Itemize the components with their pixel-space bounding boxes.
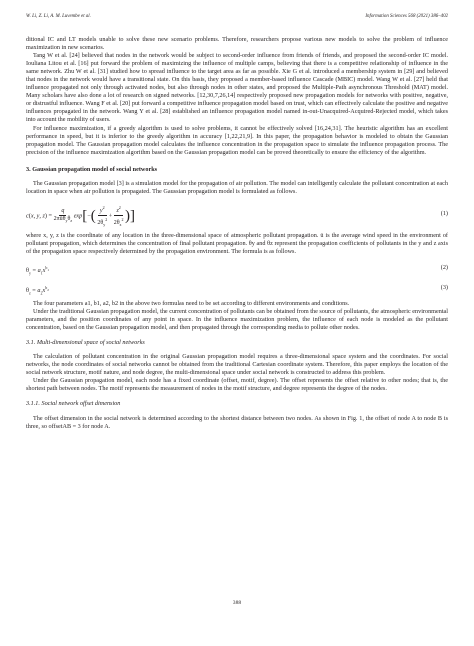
paragraph: The calculation of pollutant concentration in the original Gaussian propagation model requires a three-dimensional space system and the coordinates. For social networks, the node coordinates of social networks cannot be obtained from the traditional Cartesian coordinate system. Therefore, this paper employs the location of the social network structure, motif nature, and node degree, the multi-dimensional space under social network is constructed to address this problem.	[26, 353, 448, 377]
subsubsection-heading: 3.1.1. Social network offset dimension	[26, 400, 121, 408]
header-authors: W. Li, Z. Li, A. M. Luvembe et al.	[26, 14, 91, 19]
paragraph: ditional IC and LT models unable to solve these new scenario problems. Therefore, researchers propose various new models to solve the problem of influence maximization in new scenarios.	[26, 36, 448, 52]
paragraph: where x, y, z is the coordinate of any location in the three-dimensional space of atmospheric pollutant propagation. ū is the average wind speed in the environment of pollutant propagation, which determines the concentration of final pollutant propagation. θy and θz represent the propagation coefficients of pollutants in the y and z axis of the propagation space respectively determined by the propagation environment. The formula is as follows.	[26, 231, 448, 255]
equation-number: (1)	[440, 209, 448, 217]
equation-2: $\theta_y = a_1x^{b_1}$ (2)	[26, 263, 448, 276]
paragraph: The Gaussian propagation model [3] is a simulation model for the propagation of air pollution. The model can intelligently calculate the pollutant concentration at each location in space when air pollution is propagated. The Gaussian propagation model is formulated as follows.	[26, 179, 448, 195]
section-heading: 3. Gaussian propagation model of social networks	[26, 165, 158, 173]
paragraph: Under the traditional Gaussian propagation model, the current concentration of pollutants can be obtained from the source of pollutants, the atmospheric environmental parameters, and the position coordinates of any point in space. In the influence maximization problem, the influence of each node is modeled as the pollutant concentration, based on the Gaussian propagation model, and then propagated through the corresponding media to pollute other nodes.	[26, 308, 448, 332]
equation-1: c(x, y, z) = $\frac{q}{2\pi ū\theta_y\theta_z}$ exp[−( $\frac{y^2}{2\theta_y^2}$ + $\frac{z^2}{2\theta_z^2}$ )] (1)	[26, 204, 448, 228]
header-journal: Information Sciences 568 (2021) 386–402	[365, 14, 448, 19]
subsection-heading: 3.1. Multi-dimensional space of social networks	[26, 339, 145, 347]
paragraph: For influence maximization, if a greedy algorithm is used to solve problems, it cannot be effectively solved [16,24,31]. The heuristic algorithm has an excellent performance in speed, but it is inferior to the greedy algorithm in accuracy [1,22,21,9]. In this paper, the propagation behavior is modeled to obtain the Gaussian propagation model. The Gaussian propagation model calculates the influence concentration in the propagation space to simulate the influence propagation process. The precision of the influence maximization algorithm based on the Gaussian propagation model can be proved theoretically to ensure the efficiency of the algorithm.	[26, 124, 448, 156]
equation-number: (3)	[440, 283, 448, 291]
paragraph: The offset dimension in the social network is determined according to the shortest distance between two nodes. As shown in Fig. 1, the offset of node A to node B is three, so offsetAB = 3 for node A.	[26, 414, 448, 430]
paragraph: Tang W et al. [24] believed that nodes in the network would be subject to second-order influence from friends of friends, and proposed the second-order IC model. Iouliana Litou et al. [16] put forward the problem of maximizing the influence of multiple camps, believing that there is a competitive relationship of influence in the same network. Zhu W et al. [31] studied how to spread influence to the target area as far as possible. Xie G et al. introduced a membership system in [29] and believed that nodes in the network would have a transitional state. On this basis, they proposed a member-based influence Cascade (MBIC) model. Wang W et al. [27] held that influence propagated not only through activated nodes, but also through nodes in other states, and proposed the Multiple-Path asynchronous Threshold (MAT) model. Many scholars have also done a lot of research on signed networks. [12,30,7,26,14] respectively proposed new propagation models for networks with positive, negative, or distrustful influence. Wang F et al. [20] put forward a competitive influence propagation model based on trust, which can effectively calculate the positive and negative influences propagated in the network. Wang Y et al. [28] established an influence propagation model named in-out-Unacquired-Acquired-Rejected model, which takes into account the mobility of users.	[26, 52, 448, 124]
equation-number: (2)	[440, 263, 448, 271]
paragraph: The four parameters a1, b1, a2, b2 in the above two formulas need to be set according to different environments and conditions.	[33, 299, 350, 307]
article-body	[26, 36, 448, 431]
paragraph: Under the Gaussian propagation model, each node has a fixed coordinate (offset, motif, degree). The offset represents the offset relative to other nodes; that is, the shortest path between nodes. The motif represents the measurement of nodes in the motif structure, and degree represents the degree of the nodes.	[26, 377, 448, 393]
page-number: 388	[232, 600, 242, 606]
equation-3: $\theta_z = a_2x^{b_2}$ (3)	[26, 283, 448, 296]
